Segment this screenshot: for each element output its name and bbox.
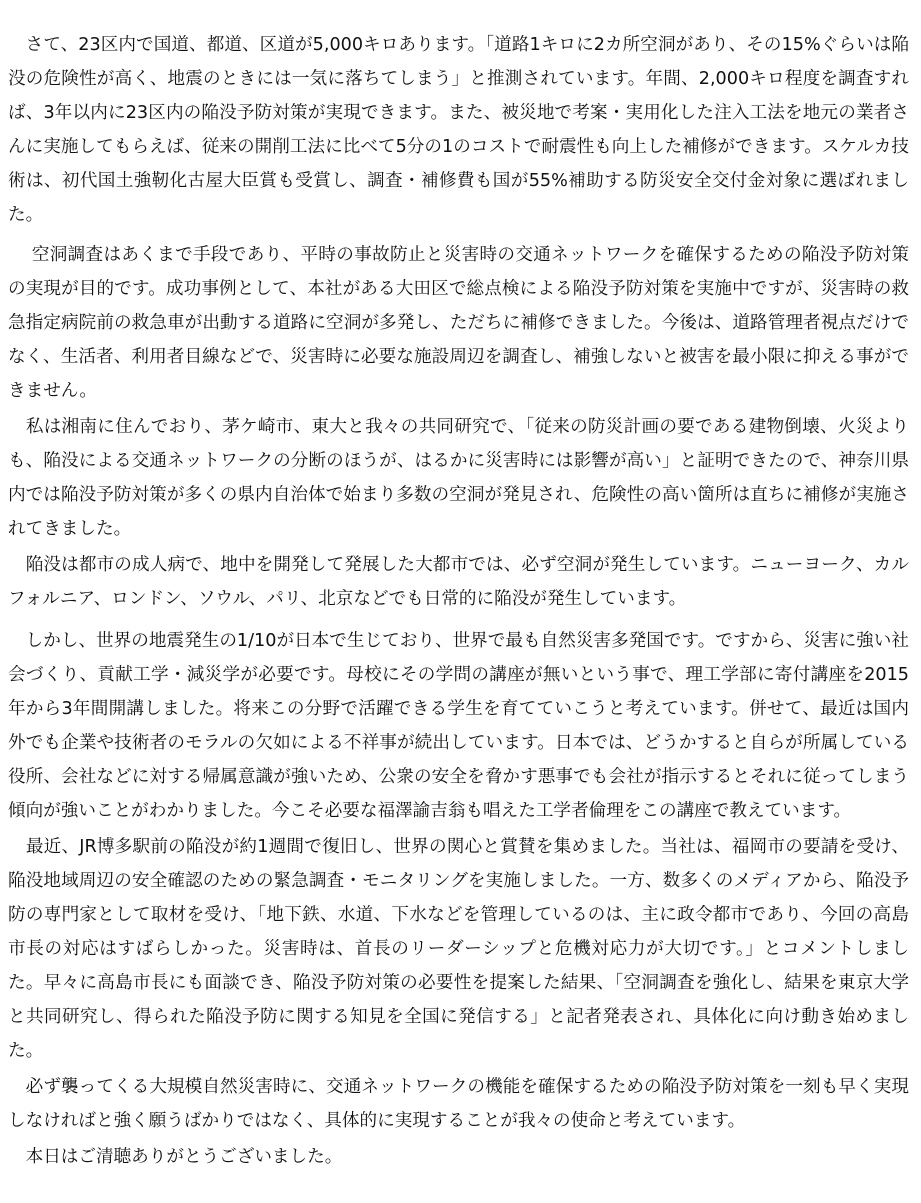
paragraph-5: しかし、世界の地震発生の1/10が日本で生じており、世界で最も自然災害多発国です。ですから、災害に強い社会づくり、貢献工学・減災学が必要です。母校にその学問の講座が無いという事で、理工学部に寄付講座を2015年から3年間開講しました。将来この分野で活躍できる学生を育てていこうと考えています。併せて、最近は国内外でも企業や技術者のモラルの欠如による不祥事が続出しています。日本では、どうかすると自らが所属している役所、会社などに対する帰属意識が強いため、公衆の安全を脅かす悪事でも会社が指示するとそれに従ってしまう傾向が強いことがわかりました。今こそ必要な福澤諭吉翁も唱えた工学者倫理をこの講座で教えています。: [8, 631, 909, 821]
paragraph-7: 必ず襲ってくる大規模自然災害時に、交通ネットワークの機能を確保するための陥没予防対策を一刻も早く実現しなければと強く願うばかりではなく、具体的に実現することが我々の使命と考えています。: [8, 1077, 909, 1131]
paragraph-3: 私は湘南に住んでおり、茅ケ崎市、東大と我々の共同研究で、「従来の防災計画の要である建物倒壊、火災よりも、陥没による交通ネットワークの分断のほうが、はるかに災害時には影響が高い」と証明できたので、神奈川県内では陥没予防対策が多くの県内自治体で始まり多数の空洞が発見され、危険性の高い箇所は直ちに補修が実施されてきました。: [8, 417, 909, 539]
paragraph-2: 空洞調査はあくまで手段であり、平時の事故防止と災害時の交通ネットワークを確保するための陥没予防対策の実現が目的です。成功事例として、本社がある大田区で総点検による陥没予防対策を実施中ですが、災害時の救急指定病院前の救急車が出動する道路に空洞が多発し、ただちに補修できました。今後は、道路管理者視点だけでなく、生活者、利用者目線などで、災害時に必要な施設周辺を調査し、補強しないと被害を最小限に抑える事ができません。: [8, 245, 909, 401]
paragraph-6: 最近、JR博多駅前の陥没が約1週間で復旧し、世界の関心と賞賛を集めました。当社は、福岡市の要請を受け、陥没地域周辺の安全確認のための緊急調査・モニタリングを実施しました。一方、数多くのメディアから、陥没予防の専門家として取材を受け、「地下鉄、水道、下水などを管理しているのは、主に政令都市であり、今回の高島市長の対応はすばらしかった。災害時は、首長のリーダーシップと危機対応力が大切です。」とコメントしました。早々に高島市長にも面談でき、陥没予防対策の必要性を提案した結果、「空洞調査を強化し、結果を東京大学と共同研究し、得られた陥没予防に関する知見を全国に発信する」と記者発表され、具体化に向け動き始めました。: [8, 837, 909, 1061]
paragraph-1: さて、23区内で国道、都道、区道が5,000キロあります。「道路1キロに2カ所空洞があり、その15%ぐらいは陥没の危険性が高く、地震のときには一気に落ちてしまう」と推測されています。年間、2,000キロ程度を調査すれば、3年以内に23区内の陥没予防対策が実現できます。また、被災地で考案・実用化した注入工法を地元の業者さんに実施してもらえば、従来の開削工法に比べて5分の1のコストで耐震性も向上した補修ができます。スケルカ技術は、初代国土強靭化古屋大臣賞も受賞し、調査・補修費も国が55%補助する防災安全交付金対象に選ばれました。: [8, 35, 909, 225]
paragraph-8: 本日はご清聴ありがとうございました。: [8, 1147, 343, 1167]
paragraph-4: 陥没は都市の成人病で、地中を開発して発展した大都市では、必ず空洞が発生しています。ニューヨーク、カルフォルニア、ロンドン、ソウル、パリ、北京などでも日常的に陥没が発生しています。: [8, 555, 909, 609]
